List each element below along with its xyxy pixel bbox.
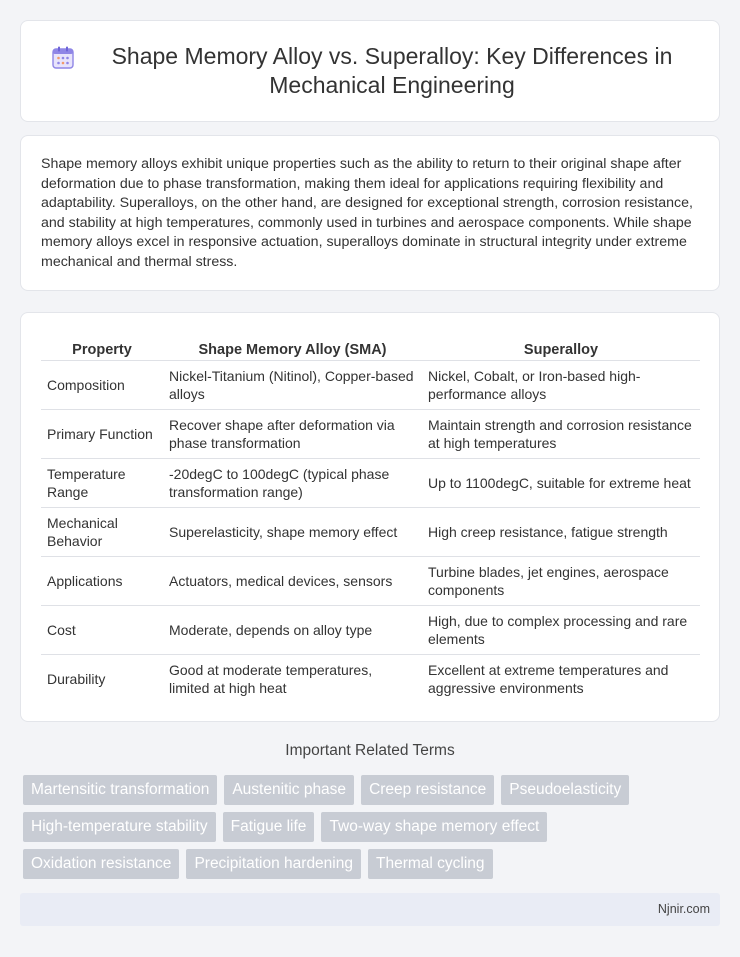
cell-superalloy: High, due to complex processing and rare elements bbox=[422, 605, 700, 654]
term-tag[interactable]: Austenitic phase bbox=[224, 775, 354, 805]
header-superalloy: Superalloy bbox=[422, 333, 700, 360]
cell-sma: Nickel-Titanium (Nitinol), Copper-based alloys bbox=[163, 360, 422, 409]
table-header-row bbox=[41, 333, 700, 360]
term-tag[interactable]: Two-way shape memory effect bbox=[321, 812, 547, 842]
term-tag[interactable]: Precipitation hardening bbox=[186, 849, 361, 879]
related-terms bbox=[23, 775, 723, 886]
cell-property: Applications bbox=[41, 556, 163, 605]
table-row bbox=[41, 654, 700, 703]
table-row bbox=[41, 507, 700, 556]
term-row bbox=[23, 812, 723, 842]
footer-site-link[interactable]: Njnir.com bbox=[657, 902, 710, 916]
cell-property: Mechanical Behavior bbox=[41, 507, 163, 556]
header bbox=[50, 42, 690, 100]
cell-superalloy: High creep resistance, fatigue strength bbox=[422, 507, 700, 556]
cell-sma: Good at moderate temperatures, limited at high heat bbox=[169, 661, 373, 696]
term-tag[interactable]: Martensitic transformation bbox=[23, 775, 217, 805]
page-title: Shape Memory Alloy vs. Superalloy: Key Differences in Mechanical Engineering bbox=[111, 43, 673, 98]
cell-superalloy: Up to 1100degC, suitable for extreme heat bbox=[422, 458, 700, 507]
header-sma: Shape Memory Alloy (SMA) bbox=[163, 333, 422, 360]
term-tag[interactable]: Fatigue life bbox=[223, 812, 315, 842]
cell-sma: Recover shape after deformation via phase transformation bbox=[163, 409, 422, 458]
cell-superalloy: Turbine blades, jet engines, aerospace components bbox=[422, 556, 700, 605]
term-row bbox=[23, 849, 723, 879]
header-property: Property bbox=[41, 333, 163, 360]
cell-sma: -20degC to 100degC (typical phase transformation range) bbox=[163, 458, 422, 507]
table-row bbox=[41, 605, 700, 654]
table-row bbox=[41, 409, 700, 458]
cell-sma: Actuators, medical devices, sensors bbox=[163, 556, 422, 605]
term-tag[interactable]: Oxidation resistance bbox=[23, 849, 179, 879]
header-card bbox=[20, 20, 720, 122]
cell-superalloy: Excellent at extreme temperatures and aggressive environments bbox=[428, 661, 669, 696]
cell-property: Durability bbox=[47, 670, 106, 687]
cell-property: Cost bbox=[41, 605, 163, 654]
comparison-table-card bbox=[20, 312, 720, 722]
table-row bbox=[41, 360, 700, 409]
footer bbox=[20, 893, 720, 926]
cell-superalloy: Nickel, Cobalt, or Iron-based high-performance alloys bbox=[422, 360, 700, 409]
cell-sma: Superelasticity, shape memory effect bbox=[163, 507, 422, 556]
related-terms-title: Important Related Terms bbox=[285, 742, 455, 759]
calendar-icon bbox=[50, 45, 76, 71]
summary-text: Shape memory alloys exhibit unique properties such as the ability to return to their original shape after deformation due to phase transformation, making them ideal for applications requiring flexibility and adaptability. Superalloys, on the other hand, are designed for exceptional strength, corrosion resistance, and stability at high temperatures, commonly used in turbines and aerospace components. While shape memory alloys excel in responsive actuation, superalloys dominate in structural integrity under extreme mechanical and thermal stress. bbox=[41, 156, 693, 270]
comparison-table bbox=[41, 333, 700, 703]
table-row bbox=[41, 556, 700, 605]
cell-property: Temperature Range bbox=[41, 458, 163, 507]
term-tag[interactable]: Pseudoelasticity bbox=[501, 775, 629, 805]
cell-superalloy: Maintain strength and corrosion resistance at high temperatures bbox=[422, 409, 700, 458]
term-tag[interactable]: High-temperature stability bbox=[23, 812, 216, 842]
term-row bbox=[23, 775, 723, 805]
summary-card bbox=[20, 135, 720, 291]
table-row bbox=[41, 458, 700, 507]
term-tag[interactable]: Thermal cycling bbox=[368, 849, 493, 879]
cell-property: Composition bbox=[41, 360, 163, 409]
cell-property: Primary Function bbox=[41, 409, 163, 458]
term-tag[interactable]: Creep resistance bbox=[361, 775, 494, 805]
cell-sma: Moderate, depends on alloy type bbox=[163, 605, 422, 654]
